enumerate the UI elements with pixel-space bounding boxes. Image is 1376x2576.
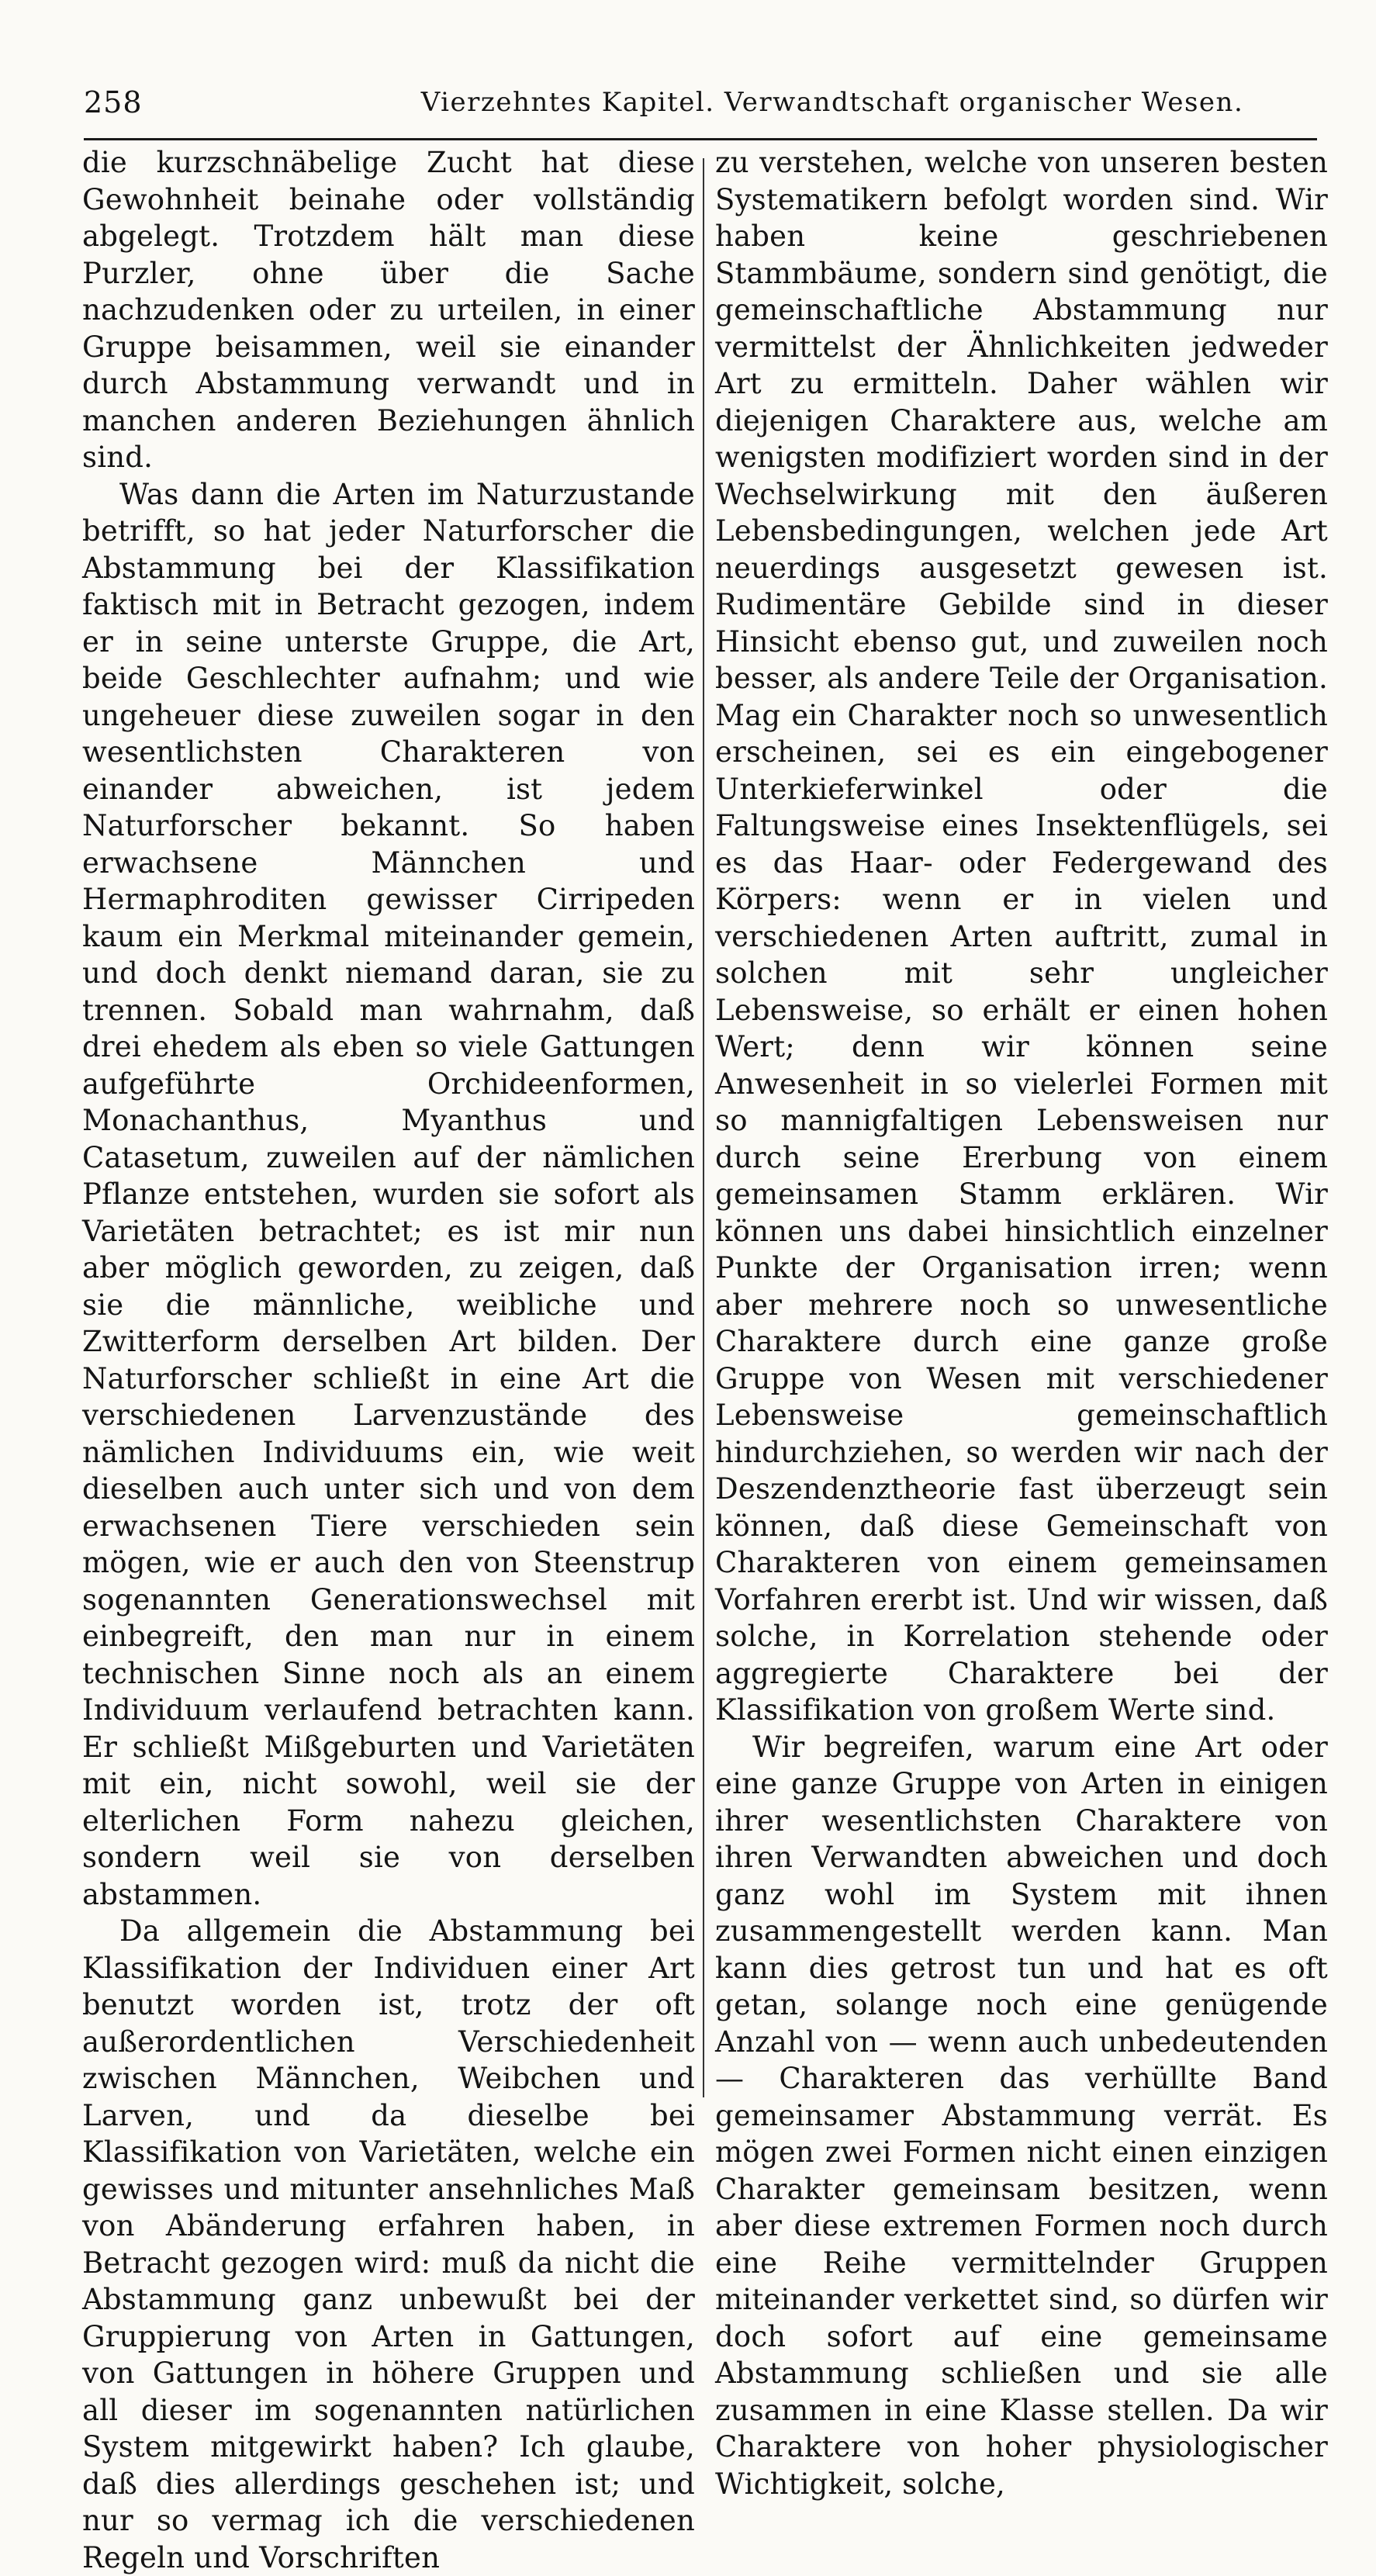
right-column <box>715 144 1328 2502</box>
paragraph: Was dann die Arten im Naturzustande betrifft, so hat jeder Naturforscher die Abstammung bei der Klassifikation faktisch mit in Betracht gezogen, indem er in seine unterste Gruppe, die Art, beide Geschlechter aufnahm; und wie ungeheuer diese zuweilen sogar in den wesentlichsten Charakteren von einander abweichen, ist jedem Naturforscher bekannt. So haben erwachsene Männchen und Hermaphroditen gewisser Cirripeden kaum ein Merkmal miteinander gemein, und doch denkt niemand daran, sie zu trennen. Sobald man wahrnahm, daß drei ehedem als eben so viele Gattungen aufgeführte Orchideenformen, Monachanthus, Myanthus und Catasetum, zuweilen auf der nämlichen Pflanze entstehen, wurden sie sofort als Varietäten betrachtet; es ist mir nun aber möglich geworden, zu zeigen, daß sie die männliche, weibliche und Zwitterform derselben Art bilden. Der Naturforscher schließt in eine Art die verschiedenen Larvenzustände des nämlichen Individuums ein, wie weit dieselben auch unter sich und von dem erwachsenen Tiere verschieden sein mögen, wie er auch den von Steenstrup sogenannten Generationswechsel mit einbegreift, den man nur in einem technischen Sinne noch als an einem Individuum verlaufend betrachten kann. Er schließt Mißgeburten und Varietäten mit ein, nicht sowohl, weil sie der elterlichen Form nahezu gleichen, sondern weil sie von derselben abstammen. <box>82 477 695 1911</box>
paragraph: Da allgemein die Abstammung bei Klassifikation der Individuen einer Art benutzt worden ist, trotz der oft außerordentlichen Verschiedenheit zwischen Männchen, Weibchen und Larven, und da dieselbe bei Klassifikation von Varietäten, welche ein gewisses und mitunter ansehnliches Maß von Abänderung erfahren haben, in Betracht gezogen wird: muß da nicht die Abstammung ganz unbewußt bei der Gruppierung von Arten in Gattungen, von Gattungen in höhere Gruppen und all dieser im sogenannten natürlichen System mitgewirkt haben? Ich glaube, daß dies allerdings geschehen ist; und nur so vermag ich die verschiedenen Regeln und Vorschriften <box>82 1914 695 2574</box>
paragraph: zu verstehen, welche von unseren besten Systematikern befolgt worden sind. Wir haben keine geschriebenen Stammbäume, sondern sind genötigt, die gemeinschaftliche Abstammung nur vermittelst der Ähnlichkeiten jedweder Art zu ermitteln. Daher wählen wir diejenigen Charaktere aus, welche am wenigsten modifiziert worden sind in der Wechselwirkung mit den äußeren Lebensbedingungen, welchen jede Art neuerdings ausgesetzt gewesen ist. Rudimentäre Gebilde sind in dieser Hinsicht ebenso gut, und zuweilen noch besser, als andere Teile der Organisation. Mag ein Charakter noch so unwesentlich erscheinen, sei es ein eingebogener Unterkieferwinkel oder die Faltungsweise eines Insektenflügels, sei es das Haar- oder Federgewand des Körpers: wenn er in vielen und verschiedenen Arten auftritt, zumal in solchen mit sehr ungleicher Lebensweise, so erhält er einen hohen Wert; denn wir können seine Anwesenheit in so vielerlei Formen mit so mannigfaltigen Lebensweisen nur durch seine Ererbung von einem gemeinsamen Stamm erklären. Wir können uns dabei hinsichtlich einzelner Punkte der Organisation irren; wenn aber mehrere noch so unwesentliche Charaktere durch eine ganze große Gruppe von Wesen mit verschiedener Lebensweise gemeinschaftlich hindurchziehen, so werden wir nach der Deszendenztheorie fast überzeugt sein können, daß diese Gemeinschaft von Charakteren von einem gemeinsamen Vorfahren ererbt ist. Und wir wissen, daß solche, in Korrelation stehende oder aggregierte Charaktere bei der Klassifikation von großem Werte sind. <box>715 146 1328 1727</box>
page-header <box>84 81 1317 127</box>
column-divider <box>703 158 704 2097</box>
running-title: Vierzehntes Kapitel. Verwandtschaft organischer Wesen. <box>420 87 1244 118</box>
paragraph: Wir begreifen, warum eine Art oder eine ganze Gruppe von Arten in einigen ihrer wesentlichsten Charaktere von ihren Verwandten abweichen und doch ganz wohl im System mit ihnen zusammengestellt werden kann. Man kann dies getrost tun und hat es oft getan, solange noch eine genügende Anzahl von — wenn auch unbedeutenden — Charakteren das verhüllte Band gemeinsamer Abstammung verrät. Es mögen zwei Formen nicht einen einzigen Charakter gemeinsam besitzen, wenn aber diese extremen Formen noch durch eine Reihe vermittelnder Gruppen miteinander verkettet sind, so dürfen wir doch sofort auf eine gemeinsame Abstammung schließen und sie alle zusammen in eine Klasse stellen. Da wir Charaktere von hoher physiologischer Wichtigkeit, solche, <box>715 1730 1328 2501</box>
left-column <box>82 144 695 2576</box>
header-rule <box>84 138 1317 140</box>
paragraph: die kurzschnäbelige Zucht hat diese Gewohnheit beinahe oder vollständig abgelegt. Trotzdem hält man diese Purzler, ohne über die Sache nachzudenken oder zu urteilen, in einer Gruppe beisammen, weil sie einander durch Abstammung verwandt und in manchen anderen Beziehungen ähnlich sind. <box>82 146 695 474</box>
page-number: 258 <box>84 85 143 119</box>
